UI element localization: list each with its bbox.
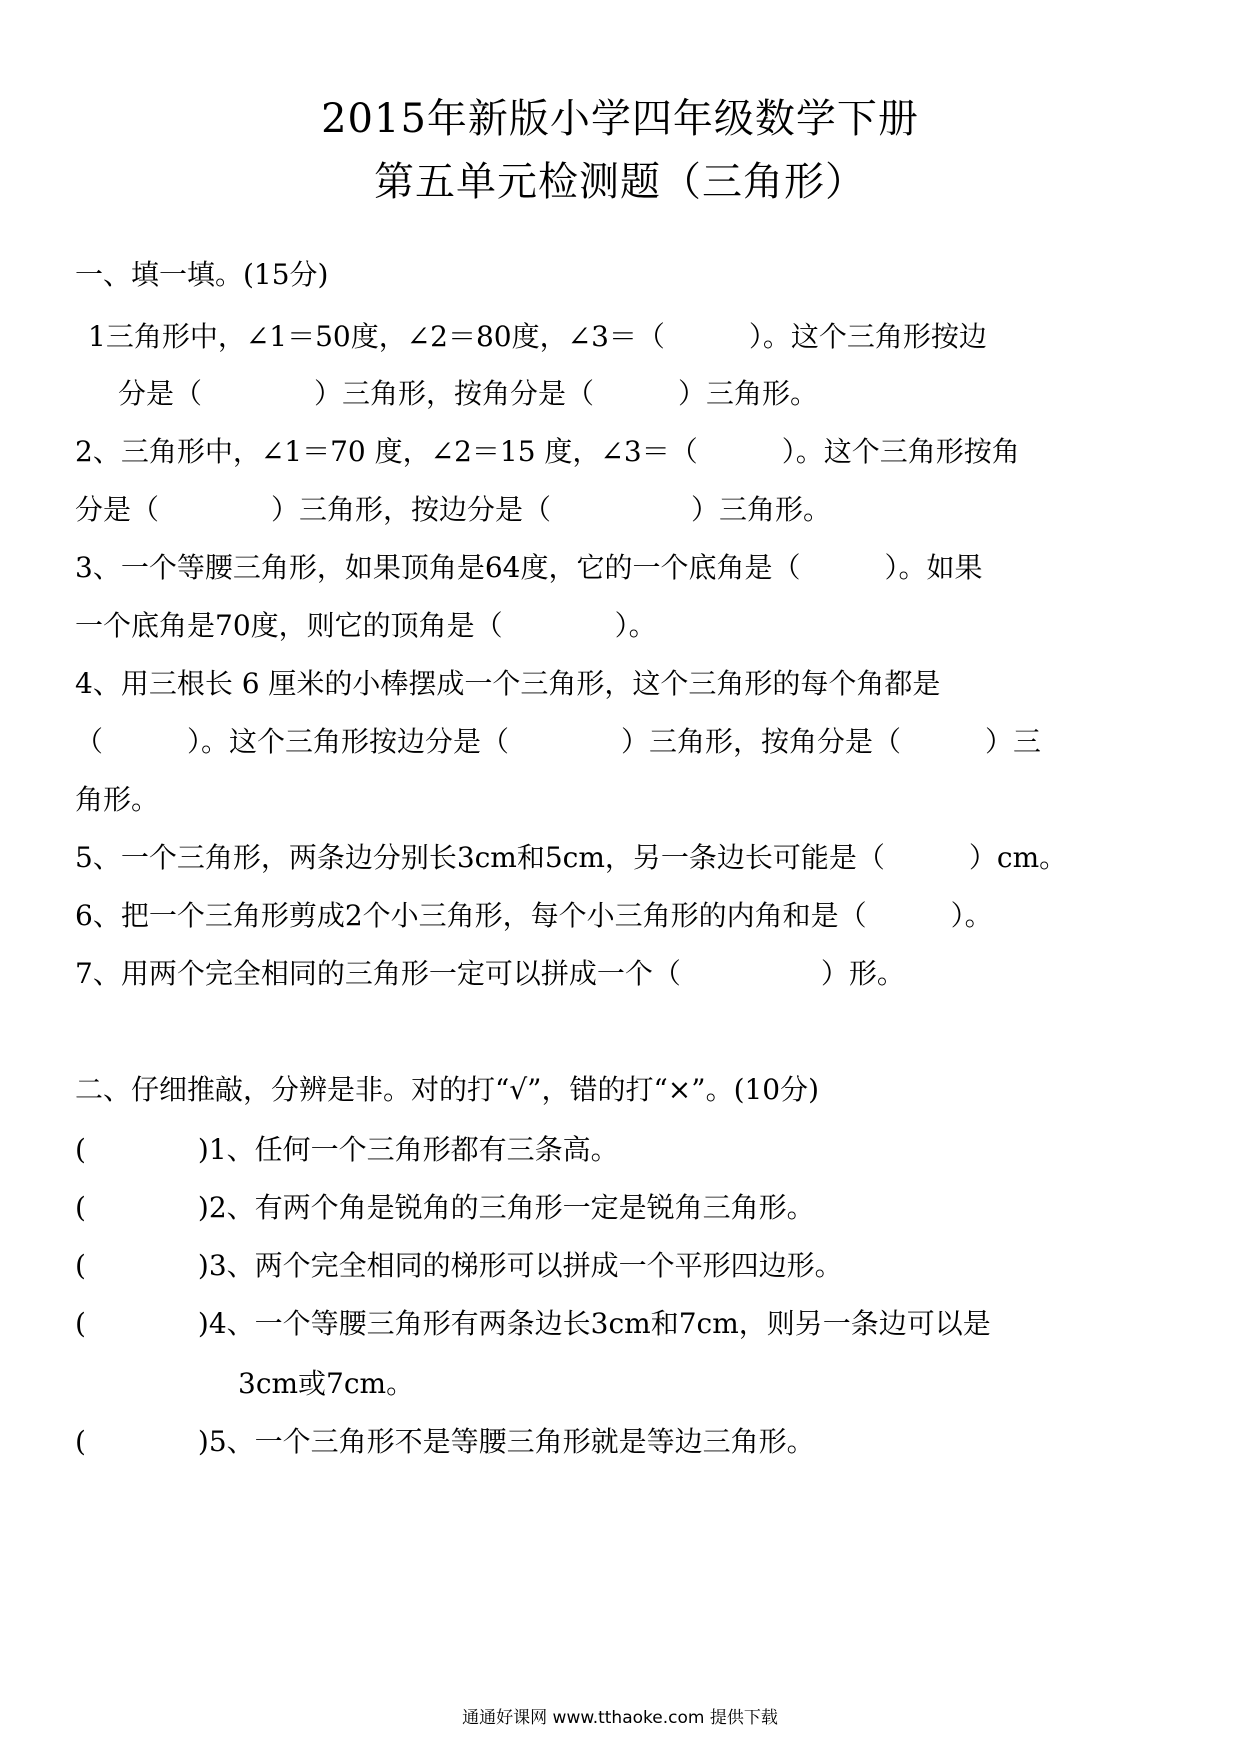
section-1-heading: 一、填一填。(15分) — [75, 258, 329, 291]
judge-item-3: ( )3、两个完全相同的梯形可以拼成一个平形四边形。 — [75, 1249, 843, 1282]
footer-source: 通通好课网 www.tthaoke.com 提供下载 — [462, 1708, 778, 1728]
judge-item-1: ( )1、任何一个三角形都有三条高。 — [75, 1133, 619, 1166]
question-7: 7、用两个完全相同的三角形一定可以拼成一个（ ）形。 — [75, 957, 905, 990]
question-6: 6、把一个三角形剪成2个小三角形，每个小三角形的内角和是（ ）。 — [75, 899, 993, 932]
question-1-line-2: 分是（ ）三角形，按角分是（ ）三角形。 — [118, 377, 819, 410]
question-2-line-1: 2、三角形中，∠1＝70 度，∠2＝15 度，∠3＝（ ）。这个三角形按角 — [75, 435, 1020, 468]
question-4-line-1: 4、用三根长 6 厘米的小棒摆成一个三角形，这个三角形的每个角都是 — [75, 667, 941, 700]
section-2-heading: 二、仔细推敲，分辨是非。对的打“√”，错的打“×”。(10分) — [75, 1073, 820, 1106]
question-3-line-2: 一个底角是70度，则它的顶角是（ ）。 — [75, 609, 657, 642]
question-3-line-1: 3、一个等腰三角形，如果顶角是64度，它的一个底角是（ ）。如果 — [75, 551, 983, 584]
judge-item-4: ( )4、一个等腰三角形有两条边长3cm和7cm，则另一条边可以是 — [75, 1307, 991, 1340]
title-line-1: 2015年新版小学四年级数学下册 — [321, 96, 919, 142]
question-5: 5、一个三角形，两条边分别长3cm和5cm，另一条边长可能是（ ）cm。 — [75, 841, 1068, 874]
question-4-line-2: （ ）。这个三角形按边分是（ ）三角形，按角分是（ ）三 — [75, 725, 1042, 758]
judge-item-4-continued: 3cm或7cm。 — [238, 1367, 415, 1400]
judge-item-5: ( )5、一个三角形不是等腰三角形就是等边三角形。 — [75, 1425, 815, 1458]
question-1-line-1: 1三角形中，∠1＝50度，∠2＝80度，∠3＝（ ）。这个三角形按边 — [88, 320, 987, 353]
question-4-line-3: 角形。 — [75, 783, 160, 816]
judge-item-2: ( )2、有两个角是锐角的三角形一定是锐角三角形。 — [75, 1191, 815, 1224]
question-2-line-2: 分是（ ）三角形，按边分是（ ）三角形。 — [75, 493, 832, 526]
title-line-2: 第五单元检测题（三角形） — [374, 159, 866, 205]
